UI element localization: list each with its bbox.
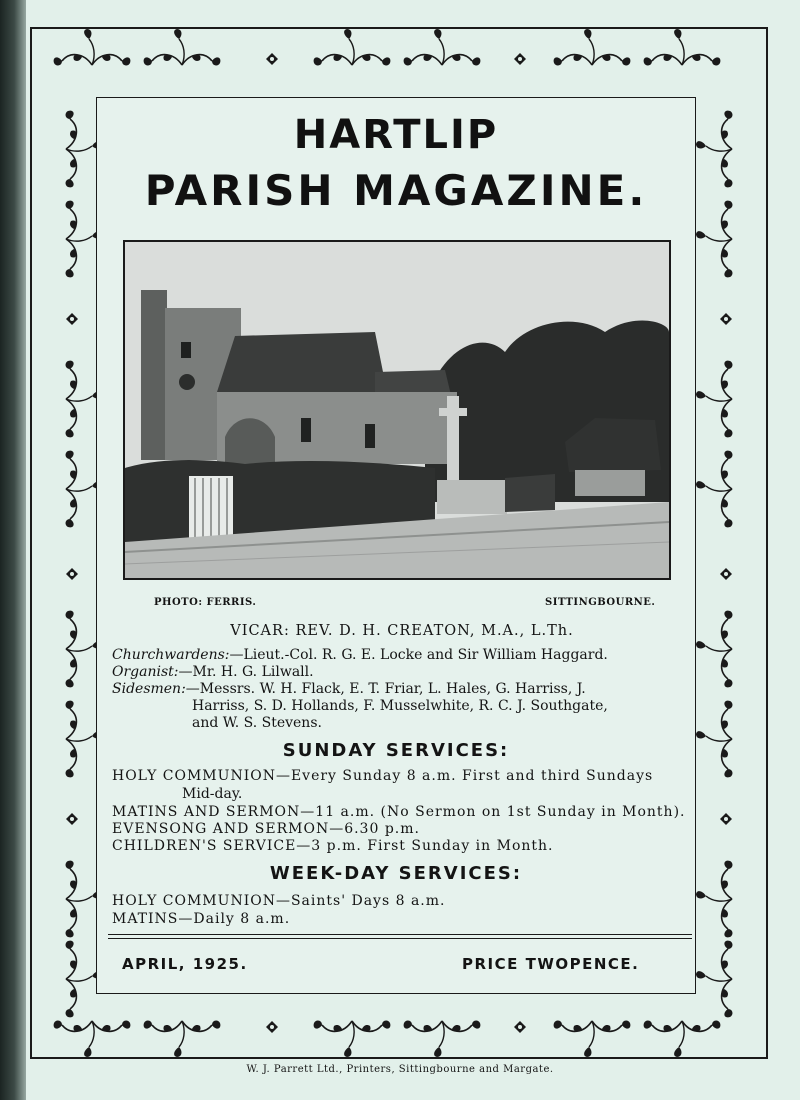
issue-price: PRICE TWOPENCE.: [462, 955, 640, 973]
sunday-childrens-service: CHILDREN'S SERVICE—3 p.m. First Sunday in Month.: [112, 838, 554, 854]
book-binding-edge: [0, 0, 26, 1100]
organist-label: Organist:: [112, 664, 179, 680]
sunday-services-heading: SUNDAY SERVICES:: [282, 740, 510, 761]
sidesmen-names-1: —Messrs. W. H. Flack, E. T. Friar, L. Hales, G. Harriss, J.: [185, 681, 586, 697]
sunday-holy-communion-cont: Mid-day.: [182, 786, 243, 802]
weekday-matins: MATINS—Daily 8 a.m.: [112, 911, 291, 927]
organist-line: [112, 663, 692, 681]
sidesmen-label: Sidesmen:: [112, 681, 186, 697]
weekday-services-heading: WEEK-DAY SERVICES:: [269, 863, 523, 884]
church-photograph: [123, 240, 671, 580]
sidesmen-line-1: [112, 680, 692, 698]
churchwardens-names: —Lieut.-Col. R. G. E. Locke and Sir William Haggard.: [229, 647, 608, 663]
photo-credit-right: SITTINGBOURNE.: [545, 597, 656, 608]
printer-imprint: W. J. Parrett Ltd., Printers, Sittingbourne and Margate.: [246, 1064, 554, 1075]
magazine-title-line-1: HARTLIP: [293, 112, 499, 158]
magazine-title-line-2: PARISH MAGAZINE.: [144, 166, 648, 215]
sunday-evensong: EVENSONG AND SERMON—6.30 p.m.: [112, 821, 420, 837]
weekday-holy-communion: HOLY COMMUNION—Saints' Days 8 a.m.: [112, 893, 446, 909]
organist-name: —Mr. H. G. Lilwall.: [178, 664, 314, 680]
footer-divider-bottom: [108, 938, 692, 939]
sunday-matins: MATINS AND SERMON—11 a.m. (No Sermon on 1st Sunday in Month).: [112, 804, 686, 820]
footer-divider-top: [108, 934, 692, 935]
churchwardens-label: Churchwardens:: [112, 647, 230, 663]
sidesmen-line-2: Harriss, S. D. Hollands, F. Musselwhite, R. C. J. Southgate,: [192, 698, 608, 714]
photo-credit-left: PHOTO: FERRIS.: [154, 597, 257, 608]
churchwardens-line: [112, 646, 692, 664]
vicar-line: VICAR: REV. D. H. CREATON, M.A., L.Th.: [230, 623, 574, 639]
sidesmen-line-3: and W. S. Stevens.: [192, 715, 322, 731]
sunday-holy-communion: HOLY COMMUNION—Every Sunday 8 a.m. First and third Sundays: [112, 768, 654, 784]
issue-date: APRIL, 1925.: [122, 955, 248, 973]
